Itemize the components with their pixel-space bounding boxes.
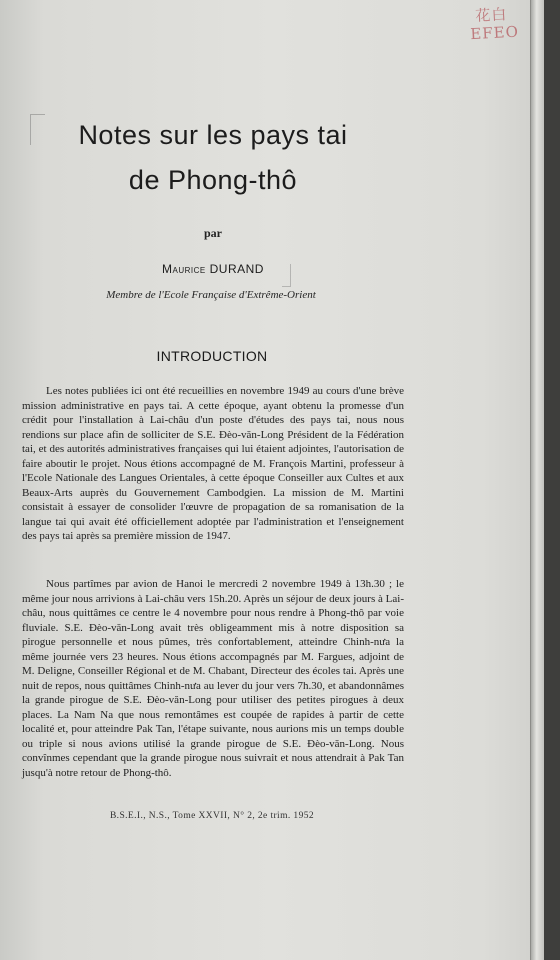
byline: par	[204, 226, 222, 240]
journal-citation: B.S.E.I., N.S., Tome XXVII, N° 2, 2e trim. 1952	[109, 811, 315, 821]
background-edge	[544, 0, 560, 960]
paragraph: Nous partîmes par avion de Hanoi le mercredi 2 novembre 1949 à 13h.30 ; le même jour nous arrivions à Lai-châu vers 15h.20. Après un séjour de deux jours à Lai-châu, nous quittâmes ce centre le 4 novembre pour nous rendre à Phong-thô par voie fluviale. S.E. Đèo-văn-Long avait très obligeamment mis à notre disposition sa pirogue personnelle et nous pûmes, très confortablement, atteindre Chinh-nưa la même journée vers 23 heures. Nous étions accompagnés par M. Fargues, adjoint de M. Deligne, Conseiller Régional et de M. Chabant, Directeur des écoles tai. Après une nuit de repos, nous quittâmes Chinh-nưa au lever du jour vers 7h.30, et abandonnâmes la grande pirogue de S.E. Đèo-văn-Long pour utiliser des petites pirogues à deux places. La Nam Na que nous remontâmes est coupée de rapides à partir de cette localité et, pour atteindre Pak Tan, l'étape suivante, nous aurions mis un temps double ou triple si nous avions utilisé la grande pirogue de S.E. Đèo-văn-Long. Nous convînmes cependant que la grande pirogue nous suivrait et nous attendrait à Pak Tan jusqu'à notre retour de Phong-thô.	[22, 578, 404, 779]
page-edge	[530, 0, 545, 960]
author-last-name: DURAND	[209, 262, 264, 276]
paragraph: Les notes publiées ici ont été recueillies en novembre 1949 au cours d'une brève mission administrative en pays tai. A cette époque, ayant obtenu la promesse d'un crédit pour l'installation à Lai-châu d'un poste d'études des pays tai, nous nous rendions sur place afin de solliciter de S.E. Đèo-văn-Long Président de la Fédération tai, et des autorités administratives françaises qui lui étaient adjointes, l'autorisation de faire aboutir le projet. Nous étions accompagné de M. François Martini, professeur à l'Ecole Nationale des Langues Orientales, à cette époque Conseiller aux Cultes et aux Beaux-Arts auprès du Gouvernement Cambodgien. La mission de M. Martini consistait à essayer de consolider l'œuvre de propagation de sa romanisation de la langue tai qui avait été officiellement adoptée par l'administration et l'enseignement des pays tai après sa première mission de 1947.	[22, 385, 404, 542]
library-stamp: 花白 EFEO	[469, 5, 520, 44]
author-name	[0, 262, 426, 276]
title-line-1: Notes sur les pays tai	[78, 120, 348, 150]
author-first-name: Maurice	[162, 262, 206, 276]
section-heading: INTRODUCTION	[156, 348, 268, 364]
author-affiliation: Membre de l'Ecole Française d'Extrême-Orient	[106, 289, 316, 301]
title-line-2: de Phong-thô	[128, 165, 298, 195]
